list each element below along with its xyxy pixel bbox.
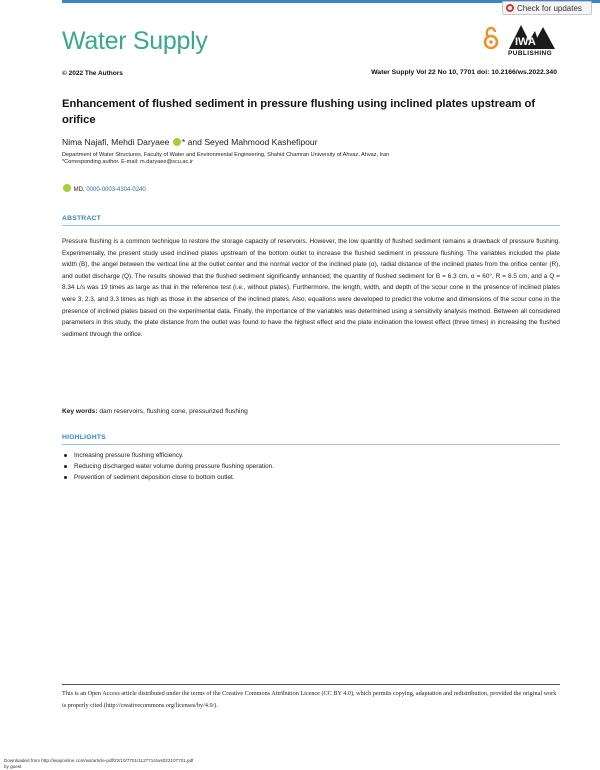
bullet-icon (64, 465, 67, 468)
download-notice (4, 758, 193, 769)
author-list (62, 137, 318, 147)
article-citation: Water Supply Vol 22 No 10, 7701 doi: 10.2166/ws.2022.340 (371, 69, 557, 76)
list-item (62, 461, 274, 472)
section-divider (62, 225, 560, 226)
highlight-text: Reducing discharged water volume during pressure flushing operation. (74, 463, 275, 470)
abstract-text: Pressure flushing is a common technique to restore the storage capacity of reservoirs. However, the low quantity of flushed sediment remains a drawback of pressure flushing. Experimentally, the present study used inclined plates upstream of the bottom outlet to increase the flushed sediment in pressure flushing. The variables included the plate width (B), the angel between the vertical line at the outlet center and the normal vector of the inclined plate (α), radial distance of the inclined plates from the orifice center (R), and outlet discharge (Q). The results showed that the flushed sediment significantly enhanced; the quantity of flushed sediment for B = 6.3 cm, α = 60°, R = 8.5 cm, and a Q = 8.34 L/s was 19 times as large as that in the reference test (i.e., without plates). Furthermore, the length, width, and depth of the scour cone in the presence of inclined plates were 3, 2.3, and 3.3 times as high as those in the absence of the inclined plates. Also, equations were developed to predict the volume and dimensions of the scour cone in the presence of inclined plates based on the experimental data. Finally, the importance of the variables was determined using a sensitivity analysis method. Between all considered parameters in this study, the plate distance from the outlet was found to have the highest effect and the plate inclination the lowest effect (three times) in increasing the flushed sediment through the orifice. (62, 238, 560, 338)
orcid-label: MD, (73, 187, 87, 193)
open-access-icon (482, 26, 500, 50)
abstract-heading: ABSTRACT (62, 215, 101, 222)
affiliation-line: Department of Water Structures, Faculty of Water and Environmental Engineering, Shahid Chamran University of Ahvaz, Ahvaz, Iran (62, 152, 390, 158)
keywords (62, 408, 248, 415)
check-for-updates-button[interactable] (502, 1, 592, 15)
keywords-label: Key words: (62, 408, 98, 415)
section-divider (62, 444, 560, 445)
highlights-list (62, 450, 274, 483)
license-divider (62, 684, 560, 685)
svg-text:IWA: IWA (515, 36, 536, 48)
affiliations (62, 152, 562, 167)
bullet-icon (64, 454, 67, 457)
highlight-text: Prevention of sediment deposition close to bottom outlet. (74, 474, 235, 481)
corresponding-author: *Corresponding author. E-mail: m.daryaee@scu.ac.ir (62, 159, 193, 166)
license-text: This is an Open Access article distributed under the terms of the Creative Commons Attribution Licence (CC BY 4.0), which permits copying, adaptation and redistribution, provided the original work is properly cited (http://creativecommons.org/licenses/by/4.0/). (62, 690, 557, 709)
publisher-logo-text: PUBLISHING (508, 50, 553, 57)
journal-title: Water Supply (62, 27, 208, 55)
orcid-icon[interactable] (173, 138, 181, 146)
download-guest: by guest (4, 763, 22, 769)
list-item (62, 472, 274, 483)
orcid-icon (63, 184, 71, 192)
orcid-line (62, 184, 146, 193)
keywords-text: dam reservoirs, flushing cone, pressurized flushing (97, 408, 248, 415)
highlight-text: Increasing pressure flushing efficiency. (74, 452, 184, 459)
bullet-icon (64, 476, 67, 479)
authors-text-2: * and Seyed Mahmood Kashefipour (181, 137, 318, 147)
highlights-heading: HIGHLIGHTS (62, 434, 106, 441)
download-line: Downloaded from http://iwaponline.com/ws/article-pdf/22/10/7701/1127714/ws022107701.pdf (4, 758, 194, 763)
article-title: Enhancement of flushed sediment in pressure flushing using inclined plates upstream of orifice (62, 98, 536, 126)
check-updates-label: Check for updates (517, 3, 582, 13)
authors-text-1: Nima Najafi, Mehdi Daryaee (62, 137, 172, 147)
orcid-link[interactable]: 0000-0003-4304-0240 (86, 187, 146, 193)
copyright-notice: © 2022 The Authors (62, 70, 123, 77)
list-item (62, 450, 274, 461)
update-badge-icon (506, 4, 514, 12)
